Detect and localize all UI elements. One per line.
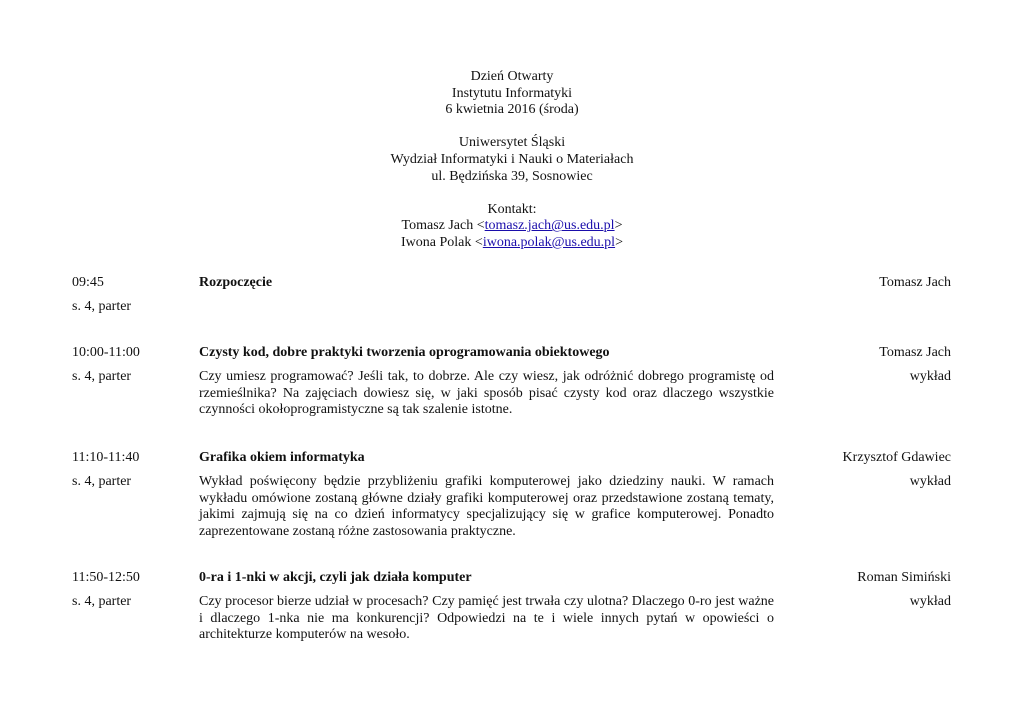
event-speaker: Roman Simiński [857,570,951,585]
schedule-event [0,345,1024,418]
event-name: Dzień Otwarty [470,69,554,84]
event-date: 6 kwietnia 2016 (środa) [445,102,579,118]
event-title: Grafika okiem informatyka [199,450,365,465]
event-type: wykład [909,594,951,609]
event-description: Czy procesor bierze udział w procesach? Czy pamięć jest trwała czy ulotna? Dlaczego 0-ro jest ważne i dlaczego 1-nka nie ma konkurencji? Odpowiedzi na te i wiele innych pytań w opowieści o architekturze komputerów na wesoło. [199,594,774,643]
event-time: 11:50-12:50 [72,570,140,585]
contact-line: Tomasz Jach <tomasz.jach@us.edu.pl> [401,218,623,234]
contact-line: Iwona Polak <iwona.polak@us.edu.pl> [401,234,623,250]
event-description: Czy umiesz programować? Jeśli tak, to dobrze. Ale czy wiesz, jak odróżnić dobrego programistę od rzemieślnika? Na zajęciach dowiesz się, w jaki sposób pisać czysty kod oraz dlaczego wszystkie czynności okołoprogramistyczne są tak szalenie istotne. [199,369,774,418]
event-description: Wykład poświęcony będzie przybliżeniu grafiki komputerowej jako dziedziny nauki. W ramach wykładu omówione zostaną główne działy grafiki komputerowej oraz przedstawione zostaną tematy, jakimi zajmują się na co dzień informatycy specjalizujący się w grafice komputerowej. Ponadto zaprezentowane zostaną różne zastosowania praktyczne. [199,474,774,539]
university-name: Uniwersytet Śląski [458,135,566,151]
contact-name: Iwona Polak [401,234,472,250]
event-title: 0-ra i 1-nki w akcji, czyli jak działa komputer [199,570,472,585]
address: ul. Będzińska 39, Sosnowiec [431,168,593,184]
event-time: 11:10-11:40 [72,450,140,465]
contact-email-link[interactable]: iwona.polak@us.edu.pl [482,234,616,250]
document-header [0,69,1024,252]
event-title: Czysty kod, dobre praktyki tworzenia oprogramowania obiektowego [199,345,610,360]
schedule-event [0,450,1024,539]
faculty-name: Wydział Informatyki i Nauki o Materiałach [390,151,634,167]
event-room: s. 4, parter [72,474,132,489]
event-time: 10:00-11:00 [72,345,140,360]
event-speaker: Tomasz Jach [879,345,951,360]
event-time: 09:45 [72,275,104,290]
contact-label: Kontakt: [487,201,537,217]
institute-name: Instytutu Informatyki [451,85,573,101]
event-speaker: Krzysztof Gdawiec [842,450,951,465]
event-title: Rozpoczęcie [199,275,273,290]
event-type: wykład [909,474,951,489]
contact-name: Tomasz Jach [401,218,474,234]
event-room: s. 4, parter [72,594,132,609]
event-speaker: Tomasz Jach [879,275,951,290]
contact-email-link[interactable]: tomasz.jach@us.edu.pl [484,218,615,234]
schedule-event [0,570,1024,643]
event-room: s. 4, parter [72,369,132,384]
event-room: s. 4, parter [72,299,132,314]
event-type: wykład [909,369,951,384]
schedule-event [0,275,1024,316]
